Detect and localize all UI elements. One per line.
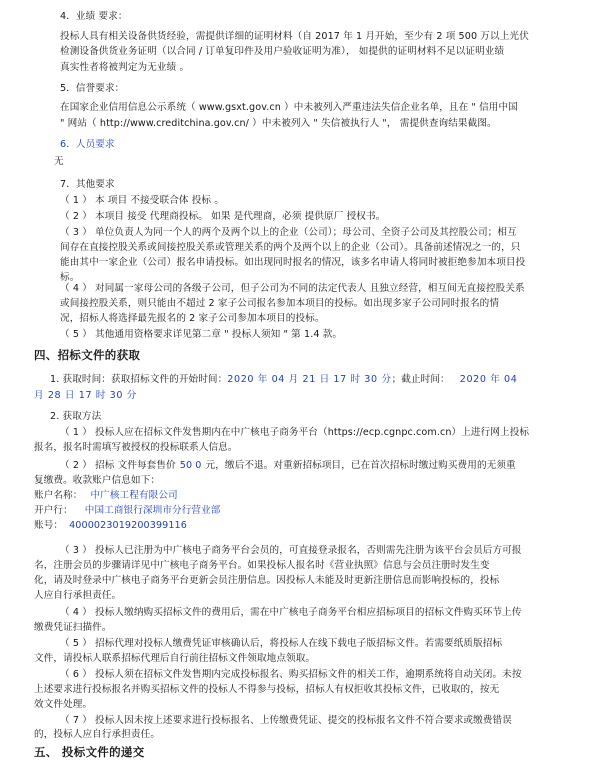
method-3-line-2: 名，注册会员的步骤请详见中广核电子商务平台。如果投标人报名时《营业执照》信息与会员注册时发生变 xyxy=(34,560,490,571)
account-name-row xyxy=(34,489,178,502)
method-7-line-1: （ 7 ） 投标人因未按上述要求进行投标报名、上传缴费凭证、提交的投标报名文件不符合要求或缴费错误 xyxy=(60,715,512,726)
method-6-line-1: （ 6 ） 投标人须在招标文件发售期内完成投标报名、购买招标文件的相关工作，逾期系统将自动关闭。未按 xyxy=(60,669,522,680)
section-7-item-3-line-2: 间存在直接控股关系或间接控股关系或管理关系的两个及两个以上的企业（公司）。具备前述情况之一的，只 xyxy=(60,242,521,253)
account-name-value: 中广核工程有限公司 xyxy=(90,490,178,501)
heading-section-4: 四、招标文件的获取 xyxy=(34,348,141,362)
method-2-line-1 xyxy=(60,459,516,472)
bank-value: 中国工商银行深圳市分行营业部 xyxy=(84,505,221,516)
acquire-method-title: 2. 获取方法 xyxy=(50,411,102,422)
method-5-line-1: （ 5 ） 招标代理对投标人缴费凭证审核确认后，将投标人在线下载电子版招标文件。若需要纸质版招标 xyxy=(60,638,503,649)
section-5-line-2: " 网站（ http://www.creditchina.gov.cn/ ）中未被列入 " 失信被执行人 "， 需提供查询结果截图。 xyxy=(60,118,497,129)
section-7-item-3-line-4: 标。 xyxy=(60,272,80,283)
section-7-item-4-line-3: 况，招标人将选择最先报名的 2 家子公司参加本项目的投标。 xyxy=(60,313,325,324)
account-number-row xyxy=(34,519,187,532)
method-3-line-4: 人应自行承担责任。 xyxy=(34,590,122,601)
acquire-deadline-label: ；截止时间： xyxy=(391,374,450,385)
method-4-line-2: 缴费凭证扫描件。 xyxy=(34,622,112,633)
account-name-label: 账户名称： xyxy=(34,490,83,501)
acquire-time-line-1 xyxy=(50,373,517,386)
method-1-line-2: 报名，报名时需填写被授权的投标联系人信息。 xyxy=(34,442,238,453)
account-number-label: 账号： xyxy=(34,520,64,531)
account-number-value: 4000023019200399116 xyxy=(69,520,187,531)
section-7-item-3-line-3: 能由其中一家企业（公司）报名申请投标。如出现同时报名的情况，该多名申请人将同时被拒绝参加本项目投 xyxy=(60,257,526,268)
heading-section-5: 五、 投标文件的递交 xyxy=(34,745,145,759)
section-4-title: 4．业绩 要求： xyxy=(60,11,128,22)
method-2-line-2: 复缴费。收款账户信息如下： xyxy=(34,475,161,486)
method-7-line-2: 的，投标人应自行承担责任。 xyxy=(34,729,161,740)
section-7-item-3-line-1: （ 3 ） 单位负责人为同一个人的两个及两个以上的企业（公司）；母公司、全资子公司及其控股公司；相互 xyxy=(60,227,517,238)
method-3-line-3: 化，请及时登录中广核电子商务平台更新会员注册信息。因投标人未能及时更新注册信息而影响投标的，投标 xyxy=(34,575,500,586)
method-6-line-2: 上述要求进行投标报名并购买招标文件的投标人不得参与投标，招标人有权拒收其投标文件，已收取的，按无 xyxy=(34,684,500,695)
section-7-item-4-line-2: 或间接控股关系，则只能由不超过 2 家子公司报名参加本项目的投标。如出现多家子公司同时报名的情 xyxy=(60,298,500,309)
section-7-title: 7．其他要求 xyxy=(60,179,115,190)
section-7-item-5: （ 5 ） 其他通用资格要求详见第二章 " 投标人须知 " 第 1.4 款。 xyxy=(60,329,343,340)
section-5-title: 5．信誉要求： xyxy=(60,83,125,94)
method-5-line-2: 文件，请投标人联系招标代理后自行前往招标文件领取地点领取。 xyxy=(34,653,316,664)
method-1-line-1: （ 1 ） 投标人应在招标文件发售期内在中广核电子商务平台（https://ecp.cgnpc.com.cn）上进行网上投标 xyxy=(60,427,530,438)
method-3-line-1: （ 3 ） 投标人已注册为中广核电子商务平台会员的，可直接登录报名，否则需先注册为该平台会员后方可报 xyxy=(60,545,522,556)
acquire-start-time: 2020 年 04 月 21 日 17 时 30 分 xyxy=(227,374,392,385)
section-7-item-2: （ 2 ） 本项目 接受 代理商投标。 如果 是代理商，必须 提供原厂 授权书。 xyxy=(60,211,386,222)
section-5-line-1: 在国家企业信用信息公示系统（ www.gsxt.gov.cn ）中未被列入严重违法失信企业名单，且在 " 信用中国 xyxy=(60,102,518,113)
bank-label: 开户行： xyxy=(34,505,73,516)
section-4-line-1: 投标人具有相关设备供货经验，需提供详细的证明材料（自 2017 年 1 月开始，至少有 2 项 500 万以上光伏 xyxy=(60,31,529,42)
section-7-item-4-line-1: （ 4 ） 对同属一家母公司的各级子公司，但子公司为不同的法定代表人 且独立经营，相互间无直接控股关系 xyxy=(60,283,525,294)
method-4-line-1: （ 4 ） 投标人缴纳购买招标文件的费用后，需在中广核电子商务平台相应招标项目的招标文件购买环节上传 xyxy=(60,607,522,618)
method-2-suffix: 元，缴后不退。对重新招标项目，已在首次招标时缴过购买费用的无须重 xyxy=(205,460,516,471)
bank-row xyxy=(34,504,221,517)
method-2-prefix: （ 2 ） 招标 文件每套售价 xyxy=(60,460,176,471)
section-7-item-1: （ 1 ） 本 项目 不接受联合体 投标 。 xyxy=(60,195,224,206)
section-4-line-2: 检测设备供货业务证明（以合同 / 订单复印件及用户验收证明为准）， 如提供的证明材料不足以证明业绩 xyxy=(60,46,505,57)
acquire-end-time-part-1: 2020 年 04 xyxy=(459,374,518,385)
acquire-end-time-part-2: 月 28 日 17 时 30 分 xyxy=(34,390,137,401)
section-6-title: 6．人员要求 xyxy=(60,139,115,150)
section-6-text: 无 xyxy=(54,156,64,167)
method-6-line-3: 效文件处理。 xyxy=(34,699,93,710)
acquire-time-label: 1. 获取时间：获取招标文件的开始时间： xyxy=(50,374,228,385)
price-value: 50 0 xyxy=(179,460,202,471)
section-4-line-3: 真实性者将被判定为无业绩 。 xyxy=(60,62,190,73)
